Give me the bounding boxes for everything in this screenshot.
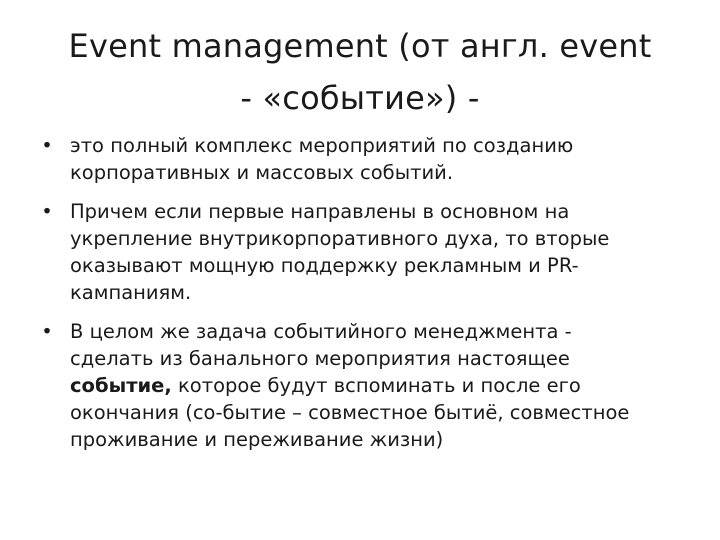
bullet-list [40,132,700,465]
bullet-3-line-2: сделать из банального мероприятия настоящее [70,347,570,370]
bullet-3-line-3 [70,372,700,399]
bullet-2-line-2: укрепление внутрикорпоративного духа, то вторые [70,227,610,250]
title-line-2: - «событие») - [240,79,480,117]
bullet-item-3 [40,318,700,453]
bullet-1-line-2: корпоративных и массовых событий. [70,161,454,184]
bullet-item-1 [40,132,700,186]
bullet-2-line-3: оказывают мощную поддержку рекламным и PR- [70,254,579,277]
bullet-2-line-4: кампаниям. [70,281,192,304]
bullet-1-line-1: это полный комплекс мероприятий по созданию [70,134,574,157]
bullet-3-line-1: В целом же задача событийного менеджмента - [70,320,572,343]
bullet-marker: • [41,134,53,157]
bullet-item-2 [40,198,700,306]
bullet-3-line-5: проживание и переживание жизни) [70,428,444,451]
title-line-1: Event management (от англ. event [68,27,652,65]
bullet-2-line-1: Причем если первые направлены в основном на [70,200,570,223]
bullet-marker: • [41,320,53,343]
bullet-3-line-3-rest: которое будут вспоминать и после его [171,374,581,397]
bold-keyword: событие, [70,374,172,397]
bullet-3-line-4: окончания (со-бытие – совместное бытиё, совместное [70,401,630,424]
bullet-marker: • [41,200,53,223]
slide-title [20,20,700,124]
